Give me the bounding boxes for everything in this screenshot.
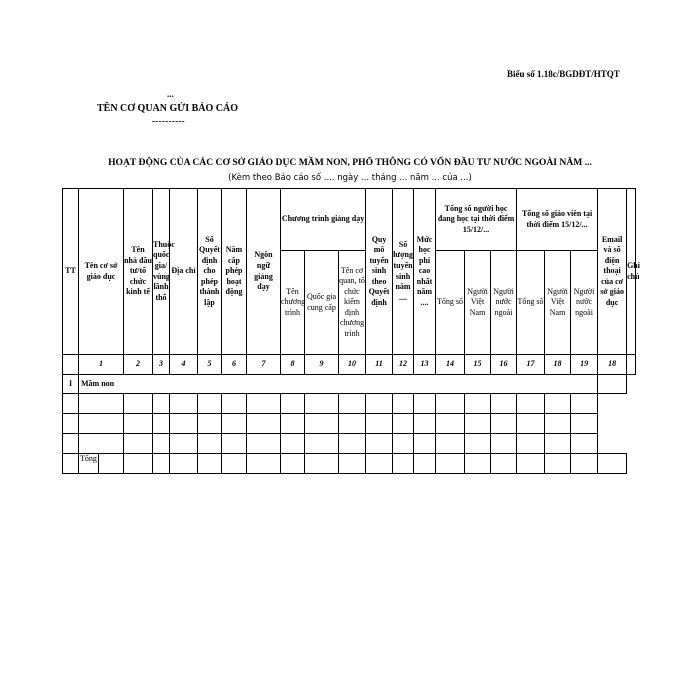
col-header-teachers-total: Tổng số: [517, 251, 545, 355]
reporting-agency-label: TÊN CƠ QUAN GỬI BÁO CÁO: [97, 103, 239, 114]
col-header-decision: Số Quyết định cho phép thành lập: [198, 189, 222, 355]
col-header-program-country: Quốc gia cung cấp: [305, 251, 339, 355]
column-number: 1: [79, 355, 124, 375]
report-table: [62, 188, 640, 474]
table-cell: [627, 355, 636, 375]
column-number: 16: [491, 355, 517, 375]
column-number: 12: [393, 355, 414, 375]
total-label: Tổng: [79, 454, 99, 474]
column-number: 19: [571, 355, 598, 375]
col-header-teachers-vietnamese: Người Việt Nam: [545, 251, 571, 355]
col-header-country: Thuộc quốc gia/ vùng lãnh thổ: [153, 189, 170, 355]
table-row: [63, 394, 636, 414]
report-subtitle: (Kèm theo Báo cáo số .... ngày ... tháng ... năm ... của ...): [228, 173, 472, 183]
col-header-institution-name: Tên cơ sở giáo dục: [79, 189, 124, 355]
column-number: 9: [305, 355, 339, 375]
table-cell: [63, 355, 79, 375]
col-header-notes: Ghi chú: [627, 189, 636, 355]
col-header-address: Địa chỉ: [170, 189, 198, 355]
col-header-enrollment-quota: Quy mô tuyển sinh theo Quyết định: [366, 189, 393, 355]
column-number: 18: [598, 355, 627, 375]
column-number: 8: [281, 355, 305, 375]
table-cell: [598, 375, 627, 394]
form-code: Biểu số 1.18c/BGDĐT/HTQT: [507, 69, 620, 79]
column-number: 18: [545, 355, 571, 375]
column-number: 13: [414, 355, 436, 375]
section-roman: I: [63, 375, 79, 394]
col-header-students-vietnamese: Người Việt Nam: [465, 251, 491, 355]
total-row: [63, 454, 636, 474]
column-number: 17: [517, 355, 545, 375]
col-group-teachers: Tổng số giáo viên tại thời điểm 15/12/...: [517, 189, 598, 251]
col-header-program-name: Tên chương trình: [281, 251, 305, 355]
column-number: 4: [170, 355, 198, 375]
column-number: 3: [153, 355, 170, 375]
table-row: [63, 414, 636, 434]
column-number: 10: [339, 355, 366, 375]
report-title: HOẠT ĐỘNG CỦA CÁC CƠ SỞ GIÁO DỤC MẦM NON, PHỔ THÔNG CÓ VỐN ĐẦU TƯ NƯỚC NGOÀI NĂM ...: [108, 157, 592, 168]
col-header-teachers-foreign: Người nước ngoài: [571, 251, 598, 355]
col-header-enrollment-count: Số lượng tuyển sinh năm ....: [393, 189, 414, 355]
col-header-max-tuition: Mức học phí cao nhất năm ....: [414, 189, 436, 355]
column-number: 2: [124, 355, 153, 375]
org-placeholder-dots: ...: [167, 89, 174, 99]
column-number: 15: [465, 355, 491, 375]
col-header-tt: TT: [63, 189, 79, 355]
column-number: 7: [247, 355, 281, 375]
table-cell: [571, 375, 598, 394]
column-number: 11: [366, 355, 393, 375]
col-group-program: Chương trình giảng dạy: [281, 189, 366, 251]
column-number-row: [63, 355, 636, 375]
column-number: 6: [222, 355, 247, 375]
col-header-language: Ngôn ngữ giảng dạy: [247, 189, 281, 355]
section-label: Mầm non: [79, 375, 571, 394]
section-row: [63, 375, 636, 394]
col-header-license-year: Năm cấp phép hoạt động: [222, 189, 247, 355]
col-header-investor: Tên nhà đầu tư/tổ chức kinh tế: [124, 189, 153, 355]
separator-dashes: ----------: [152, 116, 185, 126]
col-header-accreditation: Tên cơ quan, tổ chức kiểm định chương trình: [339, 251, 366, 355]
col-header-students-foreign: Người nước ngoài: [491, 251, 517, 355]
column-number: 14: [436, 355, 465, 375]
col-header-contact: Email và số điện thoại của cơ sở giáo dục: [598, 189, 627, 355]
table-row: [63, 434, 636, 454]
column-number: 5: [198, 355, 222, 375]
col-group-students: Tổng số người học đang học tại thời điểm 15/12/...: [436, 189, 517, 251]
col-header-students-total: Tổng số: [436, 251, 465, 355]
